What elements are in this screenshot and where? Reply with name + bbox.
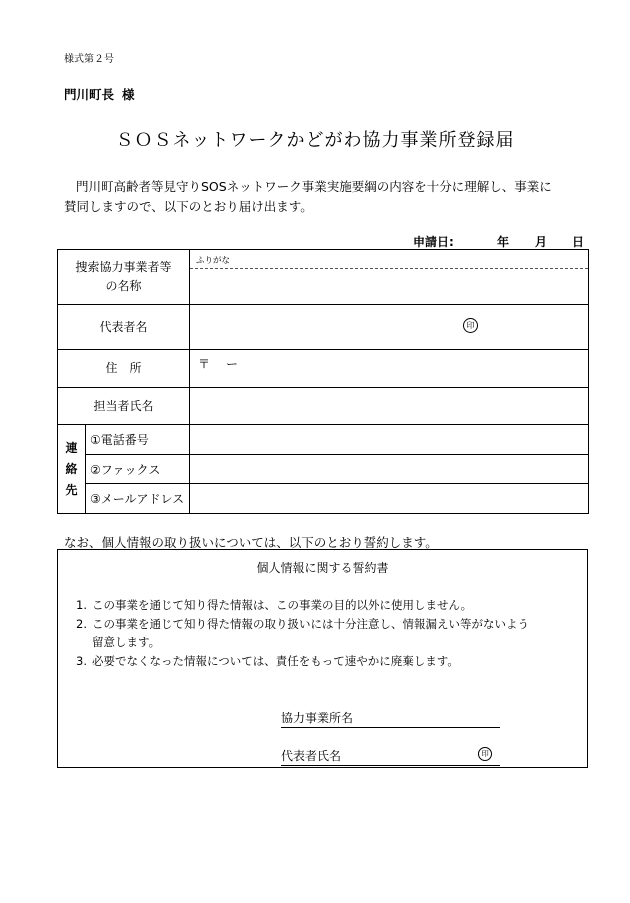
list-item xyxy=(76,652,529,671)
contact-person-field[interactable] xyxy=(190,388,589,425)
pledge-item-text: この事業を通じて知り得た情報は、この事業の目的以外に使用しません。 xyxy=(92,598,473,612)
representative-field[interactable] xyxy=(190,305,589,350)
signature-representative-label: 代表者氏名 xyxy=(281,749,342,763)
furigana-label: ふりがな xyxy=(196,256,231,266)
addressee-name: 門川町長 xyxy=(64,87,115,102)
email-label: ③メールアドレス xyxy=(86,484,190,514)
fax-field[interactable] xyxy=(190,455,589,484)
address-field[interactable] xyxy=(190,350,589,388)
table-row xyxy=(58,350,589,388)
seal-mark: 印 xyxy=(478,747,492,761)
privacy-note: なお、個人情報の取り扱いについては、以下のとおり誓約します。 xyxy=(64,535,438,550)
addressee xyxy=(64,85,135,103)
table-row xyxy=(58,425,589,455)
contact-char-1: 連 xyxy=(65,440,78,455)
table-row xyxy=(58,388,589,425)
contact-label xyxy=(58,425,86,514)
pledge-box xyxy=(57,549,588,768)
pledge-item-number: 2. xyxy=(76,616,87,631)
contact-char-2: 絡 xyxy=(65,461,78,476)
intro-line-1: 門川町高齢者等見守りSOSネットワーク事業実施要綱の内容を十分に理解し、事業に xyxy=(76,179,552,194)
date-day: 日 xyxy=(572,235,585,249)
pledge-title: 個人情報に関する誓約書 xyxy=(256,561,389,575)
table-row xyxy=(58,484,589,514)
table-row xyxy=(58,455,589,484)
list-item xyxy=(76,596,529,615)
pledge-list xyxy=(76,596,529,670)
pledge-item-text: 必要でなくなった情報については、責任をもって速やかに廃棄します。 xyxy=(92,653,459,668)
date-year: 年 xyxy=(497,235,510,249)
postal-dash: ー xyxy=(226,357,239,371)
table-row xyxy=(58,305,589,350)
honorific: 様 xyxy=(122,87,135,102)
registration-table xyxy=(57,249,589,514)
contact-person-label: 担当者氏名 xyxy=(58,388,190,425)
business-name-label-line2: の名称 xyxy=(105,279,142,293)
list-item xyxy=(76,615,529,634)
date-label: 申請日: xyxy=(413,235,454,249)
signature-representative-line[interactable] xyxy=(281,747,500,766)
seal-mark: 印 xyxy=(463,318,478,333)
pledge-item-text: この事業を通じて知り得た情報の取り扱いには十分注意し、情報漏えい等がないよう xyxy=(92,616,529,631)
intro-paragraph xyxy=(64,177,574,217)
pledge-item-text: 留意します。 xyxy=(92,635,161,649)
signature-business-label: 協力事業所名 xyxy=(281,711,354,725)
list-item xyxy=(76,633,529,652)
email-field[interactable] xyxy=(190,484,589,514)
address-label: 住 所 xyxy=(58,350,190,388)
furigana-divider xyxy=(190,268,588,269)
pledge-item-number: 3. xyxy=(76,653,87,668)
fax-label: ②ファックス xyxy=(86,455,190,484)
date-month: 月 xyxy=(535,235,548,249)
business-name-label xyxy=(58,250,190,305)
table-row xyxy=(58,250,589,305)
form-number: 様式第２号 xyxy=(64,54,114,65)
phone-label: ①電話番号 xyxy=(86,425,190,455)
signature-business-line[interactable] xyxy=(281,709,500,728)
postal-code xyxy=(198,355,238,372)
phone-field[interactable] xyxy=(190,425,589,455)
business-name-label-line1: 捜索協力事業者等 xyxy=(75,260,172,274)
intro-line-2: 賛同しますので、以下のとおり届け出ます。 xyxy=(64,199,313,214)
pledge-item-number: 1. xyxy=(76,598,87,612)
postal-mark: 〒 xyxy=(198,357,211,371)
business-name-field[interactable] xyxy=(190,250,589,305)
page-title: ＳＯＳネットワークかどがわ協力事業所登録届 xyxy=(115,130,515,151)
representative-label: 代表者名 xyxy=(58,305,190,350)
contact-char-3: 先 xyxy=(65,482,78,497)
